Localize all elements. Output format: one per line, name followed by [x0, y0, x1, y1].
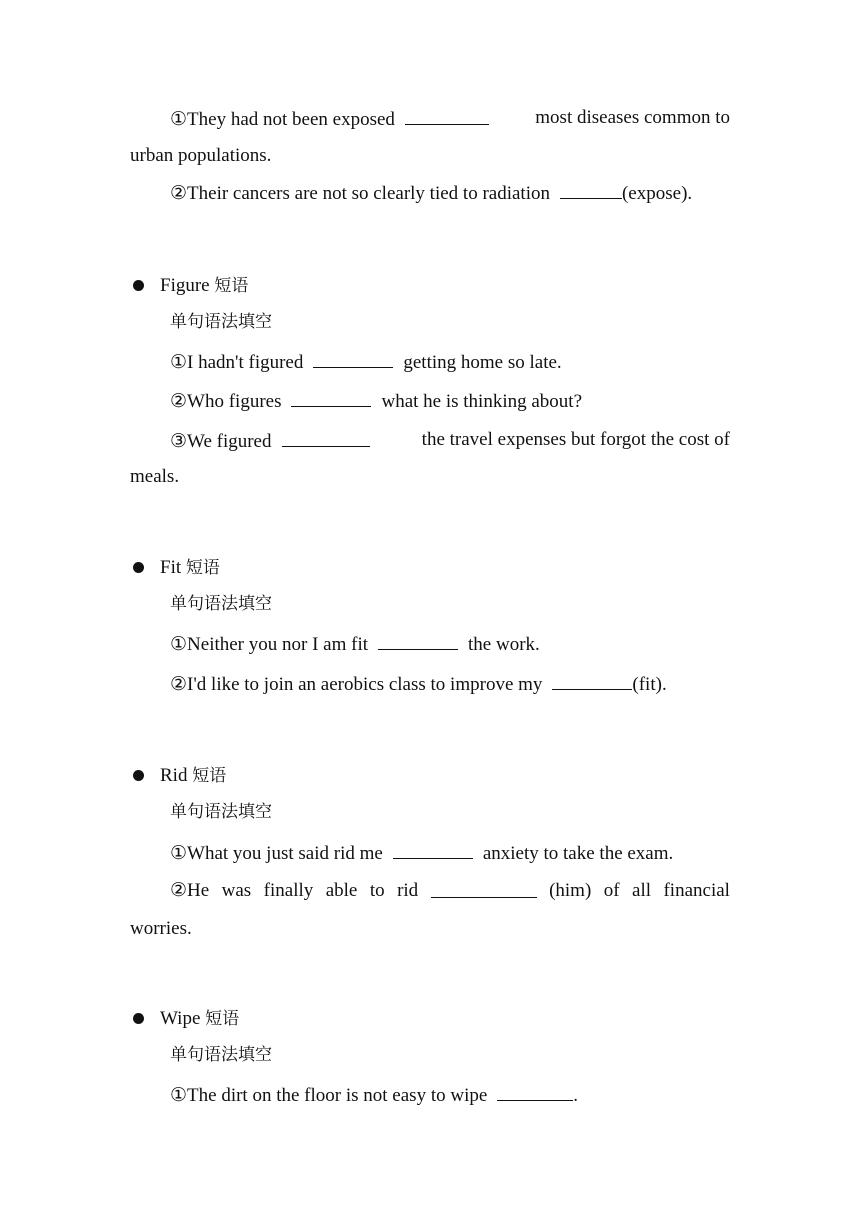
- expose-q1-line1: [170, 106, 730, 132]
- fit-heading: [160, 556, 220, 580]
- figure-heading-en: Figure: [160, 275, 210, 296]
- rid-q1-text-a: ①What you just said rid me: [170, 843, 383, 864]
- wipe-heading-en: Wipe: [160, 1008, 201, 1029]
- fit-q2-text-b: (fit).: [632, 674, 667, 695]
- wipe-subtitle: 单句语法填空: [170, 1045, 272, 1065]
- expose-q1-text-a: ①They had not been exposed: [170, 109, 395, 130]
- figure-q1: [170, 349, 562, 375]
- fit-q2: [170, 671, 667, 697]
- figure-q2-text-b: what he is thinking about?: [381, 391, 583, 412]
- bullet-icon: [133, 1013, 144, 1024]
- figure-q1-text-b: getting home so late.: [403, 352, 562, 373]
- rid-q2-word: of: [603, 880, 620, 901]
- answer-blank[interactable]: [431, 879, 537, 898]
- bullet-icon: [133, 770, 144, 781]
- answer-blank[interactable]: [291, 388, 371, 407]
- answer-blank[interactable]: [393, 840, 473, 859]
- fit-q2-text-a: ②I'd like to join an aerobics class to improve my: [170, 674, 543, 695]
- answer-blank[interactable]: [552, 671, 632, 690]
- rid-q2-word: ②He: [170, 880, 210, 901]
- answer-blank[interactable]: [560, 180, 622, 199]
- bullet-icon: [133, 562, 144, 573]
- wipe-q1: [170, 1082, 578, 1108]
- rid-q2-word: financial: [663, 880, 730, 901]
- answer-blank[interactable]: [405, 106, 489, 125]
- rid-q2-hint: (him): [549, 880, 592, 901]
- rid-q2-line2: worries.: [130, 918, 192, 939]
- figure-heading-cn: 短语: [214, 276, 249, 296]
- answer-blank[interactable]: [313, 349, 393, 368]
- fit-subtitle: 单句语法填空: [170, 594, 272, 614]
- figure-subtitle: 单句语法填空: [170, 312, 272, 332]
- figure-q1-text-a: ①I hadn't figured: [170, 352, 304, 373]
- expose-q1-text-b: most diseases common to: [535, 107, 730, 128]
- fit-heading-cn: 短语: [185, 558, 220, 578]
- rid-q2-line1: [170, 879, 730, 903]
- figure-q2-text-a: ②Who figures: [170, 391, 282, 412]
- answer-blank[interactable]: [282, 428, 370, 447]
- expose-q2: [170, 180, 692, 206]
- rid-q2-word: rid: [397, 880, 419, 901]
- figure-q3-text-a: ③We figured: [170, 431, 272, 452]
- expose-q2-text-b: (expose).: [621, 183, 693, 204]
- figure-heading: [160, 274, 248, 298]
- rid-heading: [160, 764, 226, 788]
- wipe-heading: [160, 1007, 239, 1031]
- rid-heading-en: Rid: [160, 765, 188, 786]
- figure-q3-text-b: the travel expenses but forgot the cost of: [421, 429, 730, 450]
- wipe-q1-text-a: ①The dirt on the floor is not easy to wipe: [170, 1085, 488, 1106]
- expose-q1-line2: urban populations.: [130, 145, 272, 166]
- figure-q2: [170, 388, 582, 414]
- fit-q1-text-b: the work.: [468, 634, 540, 655]
- rid-q2-word: to: [369, 880, 385, 901]
- answer-blank[interactable]: [497, 1082, 573, 1101]
- wipe-q1-text-b: .: [573, 1085, 579, 1106]
- rid-q1: [170, 840, 673, 866]
- bullet-icon: [133, 280, 144, 291]
- expose-q2-text-a: ②Their cancers are not so clearly tied to radiation: [170, 183, 550, 204]
- figure-q3-line2: meals.: [130, 466, 180, 487]
- fit-q1: [170, 631, 540, 657]
- fit-heading-en: Fit: [160, 557, 182, 578]
- fit-q1-text-a: ①Neither you nor I am fit: [170, 634, 369, 655]
- answer-blank[interactable]: [378, 631, 458, 650]
- rid-q2-word: was: [221, 880, 252, 901]
- rid-q2-word: finally: [263, 880, 314, 901]
- wipe-heading-cn: 短语: [205, 1009, 240, 1029]
- figure-q3-line1: [170, 428, 730, 454]
- rid-q2-word: all: [632, 880, 652, 901]
- rid-q1-text-b: anxiety to take the exam.: [482, 843, 674, 864]
- rid-q2-word: able: [325, 880, 358, 901]
- rid-subtitle: 单句语法填空: [170, 802, 272, 822]
- rid-heading-cn: 短语: [192, 766, 227, 786]
